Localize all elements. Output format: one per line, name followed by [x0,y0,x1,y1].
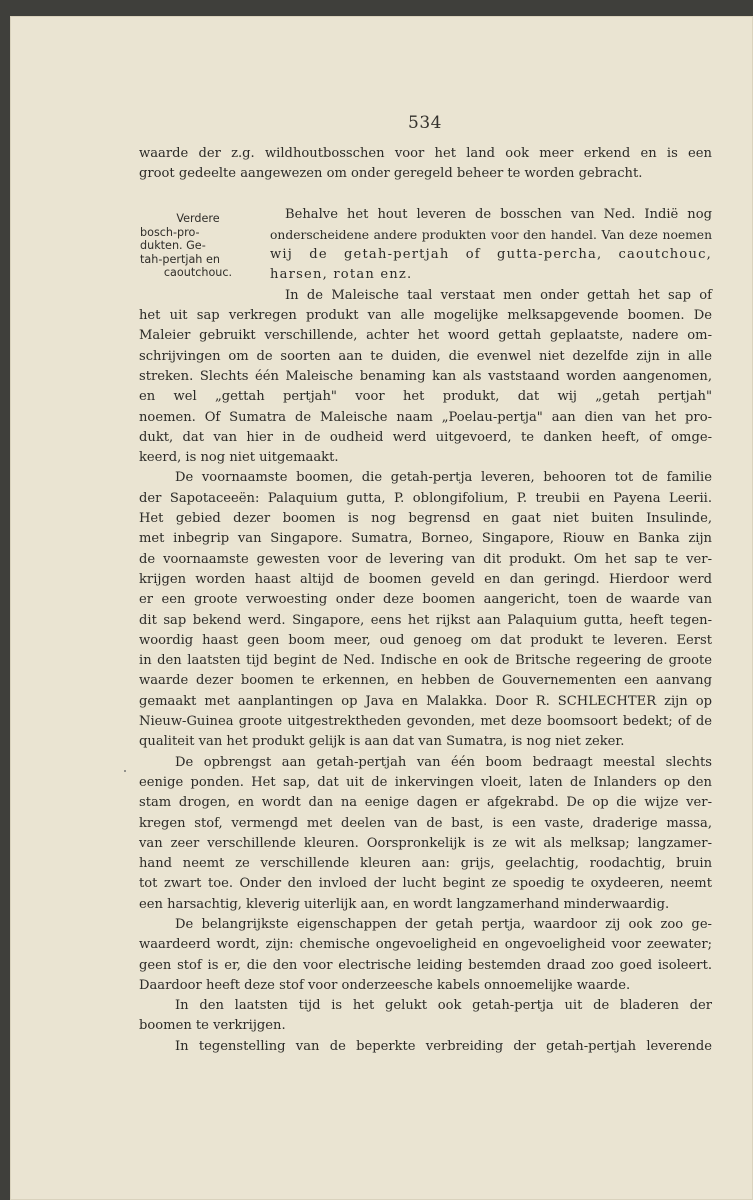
text-line: waarde dezer boomen te erkennen, en hebben de Gouvernementen een aanvang [139,673,712,689]
margin-note-line: bosch-pro- [140,225,200,239]
margin-note-line: Verdere [176,212,220,225]
margin-note-line: tah-pertjah en [140,252,220,266]
text-line: der Sapotaceeën: Palaquium gutta, P. oblongifolium, P. treubii en Payena Leerii. [139,490,712,506]
text-line: keerd, is nog niet uitgemaakt. [139,450,339,466]
text-line: van zeer verschillende kleuren. Oorspronkelijk is ze wit als melksap; langzamer- [139,835,712,851]
text-line: een harsachtig, kleverig uiterlijk aan, en wordt langzamerhand minderwaardig. [139,896,670,912]
text-line: hand neemt ze verschillende kleuren aan: grijs, geelachtig, roodachtig, bruin [139,856,712,872]
text-line: In tegenstelling van de beperkte verbreiding der getah-pertjah leverende [175,1038,712,1054]
text-line: stam drogen, en wordt dan na eenige dagen er afgekrabd. De op die wijze ver- [139,795,712,811]
text-line: De opbrengst aan getah-pertjah van één boom bedraagt meestal slechts [175,754,712,770]
text-line: het uit sap verkregen produkt van alle mogelijke melksapgevende boomen. De [139,308,712,324]
margin-note-line: dukten. Ge- [140,239,206,253]
text-line: in den laatsten tijd begint de Ned. Indische en ook de Britsche regeering de groote [139,653,712,669]
body-text [139,144,712,1057]
text-line: dit sap bekend werd. Singapore, eens het rijkst aan Palaquium gutta, heeft tegen- [139,612,712,628]
text-line: Daardoor heeft deze stof voor onderzeesche kabels onnoemelijke waarde. [139,977,631,993]
text-line: qualiteit van het produkt gelijk is aan dat van Sumatra, is nog niet zeker. [139,734,625,750]
text-line: waarde der z.g. wildhoutbosschen voor het land ook meer erkend en is een [139,146,712,161]
text-line: groot gedeelte aangewezen om onder geregeld beheer te worden gebracht. [139,166,643,182]
text-line: waardeerd wordt, zijn: chemische ongevoeligheid en ongevoeligheid voor zeewater; [139,937,712,953]
text-line: dukt, dat van hier in de oudheid werd uitgevoerd, te danken heeft, of omge- [139,429,712,445]
text-line: eenige ponden. Het sap, dat uit de inkervingen vloeit, laten de Inlanders op den [139,774,712,790]
text-line: krijgen worden haast altijd de boomen geveld en dan geringd. Hierdoor werd [139,571,712,587]
text-line: harsen, rotan enz. [270,267,413,283]
main-paragraphs [139,306,712,1057]
page-number: 534 [408,113,442,133]
text-line: In den laatsten tijd is het gelukt ook getah-pertja uit de bladeren der [175,998,712,1014]
text-line: de voornaamste gewesten voor de levering van dit produkt. Om het sap te ver- [139,551,712,567]
text-line: met inbegrip van Singapore. Sumatra, Borneo, Singapore, Riouw en Banka zijn [139,531,712,547]
text-line: streken. Slechts één Maleische benaming kan als vaststaand worden aangenomen, [139,368,712,384]
text-line: er een groote verwoesting onder deze boomen aangericht, toen de waarde van [139,592,712,608]
text-line: woordig haast geen boom meer, oud genoeg om dat produkt te leveren. Eerst [139,632,712,648]
text-line: Maleier gebruikt verschillende, achter het woord gettah geplaatste, nadere om- [139,328,712,344]
text-line: noemen. Of Sumatra de Maleische naam „Poelau-pertja" aan dien van het pro- [139,409,712,425]
text-line: In de Maleische taal verstaat men onder gettah het sap of [285,287,712,303]
text-line: geen stof is er, die den voor electrische leiding bestemden draad zoo goed isoleert. [139,957,712,973]
ink-speck [124,770,126,772]
text-line: gemaakt met aanplantingen op Java en Malakka. Door R. SCHLECHTER zijn op [139,693,712,709]
text-line: en wel „gettah pertjah" voor het produkt, dat wij „getah pertjah" [139,389,712,405]
margin-note-line: caoutchouc. [163,266,233,280]
side-paragraph [139,205,712,306]
text-line: Behalve het hout leveren de bosschen van Ned. Indië nog [285,206,712,222]
text-line: tot zwart toe. Onder den invloed der lucht begint ze spoedig te oxydeeren, neemt [139,876,712,892]
text-line: schrijvingen om de soorten aan te duiden, die evenwel niet dezelfde zijn in alle [139,348,712,364]
text-line: De voornaamste boomen, die getah-pertja leveren, behooren tot de familie [175,470,712,486]
text-line: De belangrijkste eigenschappen der getah pertja, waardoor zij ook zoo ge- [175,916,712,932]
text-line: Nieuw-Guinea groote uitgestrektheden gevonden, met deze boomsoort bedekt; of de [139,714,712,730]
text-line: onderscheidene andere produkten voor den handel. Van deze noemen [270,227,712,242]
text-line: boomen te verkrijgen. [139,1018,286,1034]
text-line: kregen stof, vermengd met deelen van de bast, is een vaste, draderige massa, [139,815,712,831]
text-line: Het gebied dezer boomen is nog begrensd en gaat niet buiten Insulinde, [139,511,712,527]
text-line: wij de getah-pertjah of gutta-percha, caoutchouc, [270,247,712,263]
